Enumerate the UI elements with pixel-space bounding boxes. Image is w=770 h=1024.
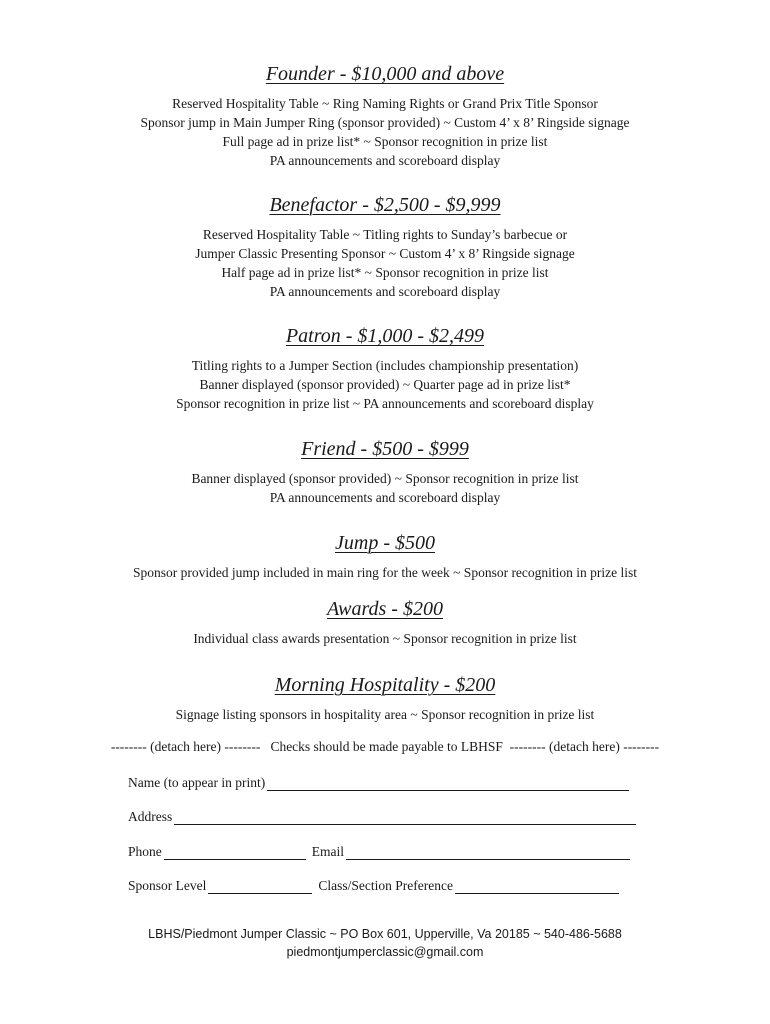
phone-email-row	[128, 844, 648, 860]
tier-awards	[0, 596, 770, 648]
tier-friend	[0, 436, 770, 507]
footer-email: piedmontjumperclassic@gmail.com	[286, 945, 484, 959]
detach-line: -------- (detach here) -------- Checks should be made payable to LBHSF -------- (detach here) --------	[110, 739, 660, 754]
sponsor-level-row	[128, 878, 648, 894]
benefit-line: Banner displayed (sponsor provided) ~ Quarter page ad in prize list*	[199, 377, 571, 392]
tier-founder	[0, 61, 770, 170]
address-field[interactable]	[174, 810, 636, 825]
tier-benefactor	[0, 192, 770, 301]
benefit-line: Jumper Classic Presenting Sponsor ~ Custom 4’ x 8’ Ringside signage	[195, 246, 575, 261]
tier-benefits	[0, 563, 770, 582]
tier-jump	[0, 530, 770, 582]
address-label: Address	[128, 809, 173, 824]
sponsor-level-field[interactable]	[208, 879, 312, 894]
tier-benefits	[0, 705, 770, 724]
benefit-line: Individual class awards presentation ~ Sponsor recognition in prize list	[193, 631, 577, 646]
benefit-line: Titling rights to a Jumper Section (includes championship presentation)	[191, 358, 579, 373]
benefit-line: Reserved Hospitality Table ~ Ring Naming Rights or Grand Prix Title Sponsor	[172, 96, 598, 111]
benefit-line: Sponsor recognition in prize list ~ PA announcements and scoreboard display	[176, 396, 594, 411]
email-label: Email	[311, 844, 344, 859]
benefit-line: Half page ad in prize list* ~ Sponsor recognition in prize list	[221, 265, 549, 280]
benefit-line: PA announcements and scoreboard display	[269, 284, 501, 299]
footer	[0, 925, 770, 961]
tier-title: Awards - $200	[327, 598, 443, 620]
phone-label: Phone	[128, 844, 162, 859]
tier-title: Patron - $1,000 - $2,499	[285, 325, 485, 347]
tier-title: Benefactor - $2,500 - $9,999	[269, 194, 501, 216]
benefit-line: Sponsor provided jump included in main ring for the week ~ Sponsor recognition in prize list	[132, 565, 638, 580]
benefit-line: Reserved Hospitality Table ~ Titling rights to Sunday’s barbecue or	[202, 227, 568, 242]
footer-address: LBHS/Piedmont Jumper Classic ~ PO Box 601, Upperville, Va 20185 ~ 540-486-5688	[148, 927, 622, 941]
benefit-line: Full page ad in prize list* ~ Sponsor recognition in prize list	[222, 134, 548, 149]
phone-field[interactable]	[164, 845, 306, 860]
name-label: Name (to appear in print)	[128, 775, 266, 790]
benefit-line: Signage listing sponsors in hospitality area ~ Sponsor recognition in prize list	[175, 707, 595, 722]
name-row	[128, 775, 648, 791]
tier-benefits	[0, 469, 770, 507]
class-preference-field[interactable]	[455, 879, 619, 894]
tier-benefits	[0, 629, 770, 648]
benefit-line: Banner displayed (sponsor provided) ~ Sponsor recognition in prize list	[191, 471, 579, 486]
tier-benefits	[0, 356, 770, 413]
tier-benefits	[0, 225, 770, 301]
benefit-line: PA announcements and scoreboard display	[269, 153, 501, 168]
sponsor-level-label: Sponsor Level	[128, 878, 207, 893]
name-field[interactable]	[267, 776, 629, 791]
tier-title: Morning Hospitality - $200	[274, 674, 496, 696]
benefit-line: Sponsor jump in Main Jumper Ring (sponsor provided) ~ Custom 4’ x 8’ Ringside signage	[140, 115, 630, 130]
class-preference-label: Class/Section Preference	[318, 878, 453, 893]
tier-patron	[0, 323, 770, 413]
address-row	[128, 809, 648, 825]
tier-title: Founder - $10,000 and above	[265, 63, 505, 85]
tier-benefits	[0, 94, 770, 170]
tier-morning-hospitality	[0, 672, 770, 724]
tier-title: Friend - $500 - $999	[301, 438, 469, 460]
email-field[interactable]	[346, 845, 630, 860]
benefit-line: PA announcements and scoreboard display	[269, 490, 501, 505]
tier-title: Jump - $500	[335, 532, 435, 554]
